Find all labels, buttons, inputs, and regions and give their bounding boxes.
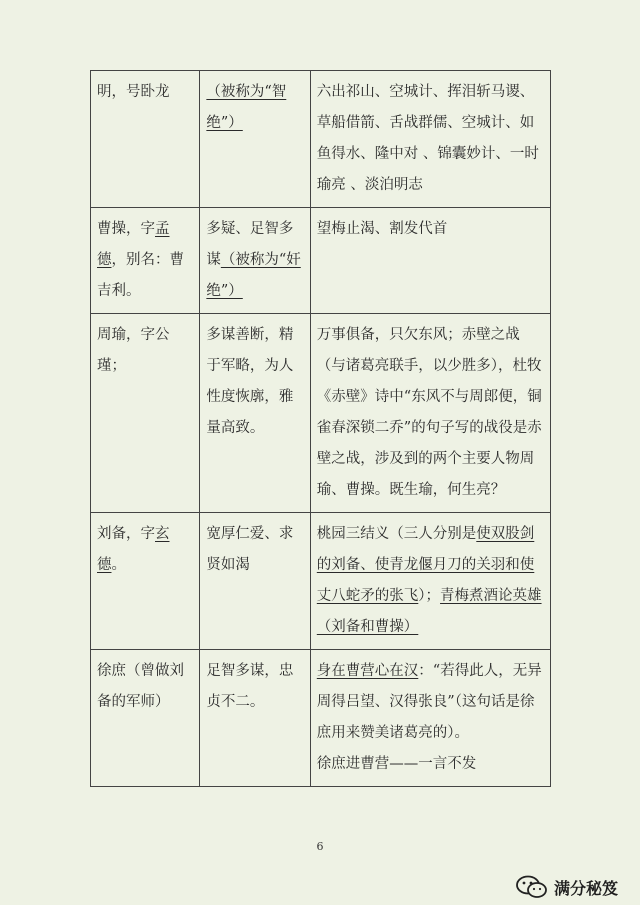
- cell-text: ，别名：曹吉利。: [97, 252, 184, 299]
- cell-text: 孟德: [97, 221, 170, 268]
- deeds-cell: [310, 314, 550, 513]
- deeds-cell: [310, 71, 550, 208]
- deeds-cell: [310, 650, 550, 787]
- character-table: [90, 70, 551, 787]
- deeds-cell: [310, 208, 550, 314]
- cell-text: 身在曹营心在汉: [316, 663, 419, 679]
- cell-text: 徐庶进曹营——一言不发: [316, 756, 477, 772]
- cell-text: 明，号卧龙: [97, 84, 170, 100]
- table-row: [91, 208, 551, 314]
- cell-text: 使双股剑的刘备、使青龙偃月刀的关羽和使丈八蛇矛的张飞: [316, 526, 535, 604]
- cell-text: （被称为“智绝”）: [206, 84, 287, 131]
- page-number: 6: [316, 840, 324, 853]
- table-row: [91, 314, 551, 513]
- traits-cell: [200, 650, 310, 787]
- cell-text: 望梅止渴、割发代首: [316, 221, 448, 237]
- cell-text: 足智多谋，忠贞不二。: [206, 663, 294, 710]
- cell-text: ：“若得此人，无异周得吕望、汉得张良”（这句话是徐庶用来赞美诸葛亮的）。: [316, 663, 542, 741]
- cell-text: 刘备，字: [97, 526, 155, 542]
- table-row: [91, 650, 551, 787]
- cell-text: 多谋善断，精于军略，为人性度恢廓，雅量高致。: [206, 327, 294, 436]
- name-cell: [91, 314, 200, 513]
- cell-text: ）；: [418, 588, 441, 604]
- cell-text: 徐庶（曾做刘备的军师）: [97, 663, 184, 710]
- cell-text: （被称为“奸绝”）: [206, 252, 301, 299]
- cell-text: 多疑、足智多谋: [206, 221, 294, 268]
- watermark: [515, 875, 618, 899]
- name-cell: [91, 71, 200, 208]
- traits-cell: [200, 208, 310, 314]
- table-row: [91, 71, 551, 208]
- cell-text: 桃园三结义（三人分别是: [316, 526, 477, 542]
- cell-text: 宽厚仁爱、求贤如渴: [206, 526, 294, 573]
- cell-text: 。: [111, 557, 126, 573]
- cell-text: 青梅煮酒论英雄（刘备和曹操）: [316, 588, 542, 635]
- traits-cell: [200, 314, 310, 513]
- cell-text: 万事俱备，只欠东风；赤壁之战（与诸葛亮联手，以少胜多），杜牧《赤壁》诗中“东风不与周郎便，铜雀春深锁二乔”的句子写的战役是赤壁之战，涉及到的两个主要人物周瑜、曹操。既生瑜，何生亮？: [316, 327, 542, 498]
- cell-text: 玄德: [97, 526, 170, 573]
- deeds-cell: [310, 513, 550, 650]
- cell-text: 周瑜，字公瑾；: [97, 327, 170, 374]
- traits-cell: [200, 71, 310, 208]
- cell-text: 曹操，字: [97, 221, 155, 237]
- watermark-text: 满分秘笈: [553, 878, 618, 898]
- name-cell: [91, 208, 200, 314]
- name-cell: [91, 650, 200, 787]
- name-cell: [91, 513, 200, 650]
- traits-cell: [200, 513, 310, 650]
- wechat-icon: [515, 875, 549, 899]
- table-row: [91, 513, 551, 650]
- cell-text: 六出祁山、空城计、挥泪斩马谡、草船借箭、舌战群儒、空城计、如鱼得水、隆中对 、锦囊妙计、一时瑜亮 、淡泊明志: [316, 84, 539, 193]
